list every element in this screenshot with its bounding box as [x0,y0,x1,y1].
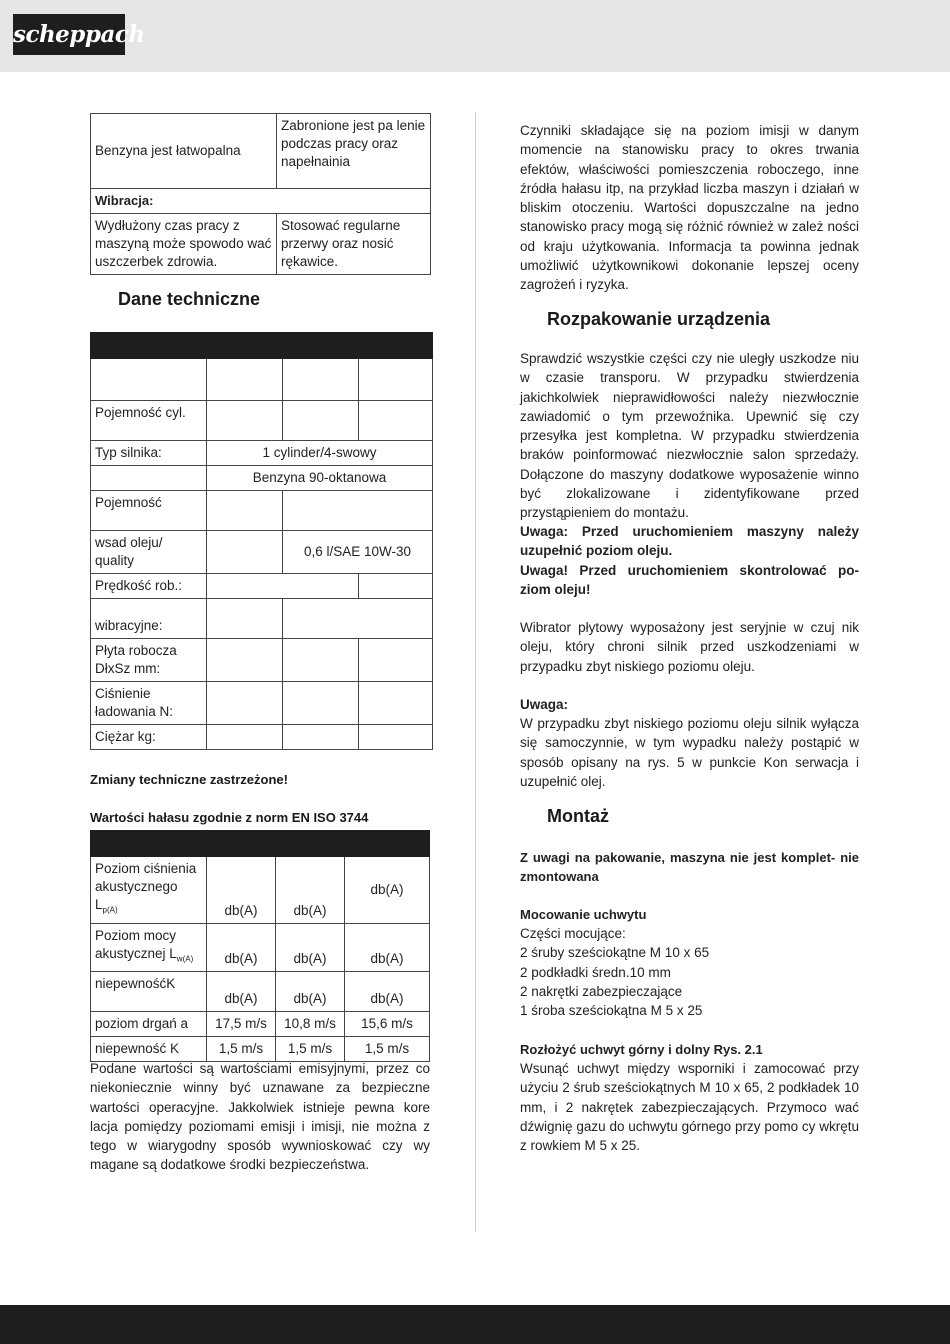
noise-label: Poziom ciśnienia akustycznego $L_{p(A)}$ [91,857,207,924]
assembly-heading: Montaż [547,806,609,826]
tech-label: wibracyjne: [91,599,207,639]
unfold-title: Rozłożyć uchwyt górny i dolny Rys. 2.1 [520,1042,763,1057]
noise-heading: Wartości hałasu zgodnie z norm EN ISO 3744 [90,810,369,825]
noise-value: db(A) [207,923,276,972]
noise-table [90,830,430,1062]
tech-value: 1 cylinder/4-swowy [207,441,433,466]
tech-cell [283,401,359,441]
tech-cell [91,359,207,401]
noise-value: 1,5 m/s [207,1037,276,1062]
noise-value: 17,5 m/s [207,1012,276,1037]
emission-paragraph: Podane wartości są wartościami emisyjnymi, przez co niekoniecznie winny być uznawane za bezpieczne wartości operacyjne. Jakkolwiek istnieje pewna kore lacja pomiędzy poziomami emisji i imisji, nie można z tego w wiarygodny sposób wywnioskować czy wy magane są dodatkowe środki bezpieczeństwa. [90,1061,430,1173]
unpacking-paragraph: Sprawdzić wszystkie części czy nie uległy uszkodze niu w czasie transporu. W przypadku stwierdzenia jakichkolwiek nieprawidłowości należy niezwłocznie zawiadomić o tym przewoźnika. Upewnić się czy przesyłka jest kompletna. W przypadku stwierdzenia braków poinformować niezwłocznie salon sprzedaży. Dołączone do maszyny dodatkowe wyposażenie winno być zlokalizowane i zidentyfikowane przed przystąpieniem do montażu. [520,351,859,521]
mount-part: 1 śroba sześciokątna M 5 x 25 [520,1003,703,1019]
tech-cell [207,359,283,401]
noise-value: db(A) [207,972,276,1012]
tech-cell [283,639,359,682]
header-bar [0,0,950,72]
safety-measure: Zabronione jest pa lenie podczas pracy oraz napełnainia [277,114,431,189]
unpacking-heading: Rozpakowanie urządzenia [547,309,771,329]
tech-cell [359,682,433,725]
noise-value: db(A) [345,857,430,924]
tech-cell [283,725,359,750]
noise-value: db(A) [345,923,430,972]
noise-label: niepewnośćK [91,972,207,1012]
noise-label: niepewność K [91,1037,207,1062]
tech-cell [207,725,283,750]
tech-cell [207,491,283,531]
noise-value: 1,5 m/s [276,1037,345,1062]
tech-cell [207,639,283,682]
tech-label: Pojemność [91,491,207,531]
tech-table-header [91,333,433,359]
tech-cell [91,466,207,491]
noise-value: db(A) [345,972,430,1012]
tech-label: Płyta robocza DłxSz mm: [91,639,207,682]
tech-cell [359,725,433,750]
noise-label: poziom drgań a [91,1012,207,1037]
tech-cell [207,682,283,725]
noise-label: Poziom mocy akustycznej $L_{w(A)}$ [91,923,207,972]
tech-label: Typ silnika: [91,441,207,466]
tech-label: Ciężar kg: [91,725,207,750]
tech-cell [283,491,433,531]
oil-warning-1: Uwaga: Przed uruchomieniem maszyny należy uzupełnić poziom oleju. [520,524,859,559]
noise-value: db(A) [207,857,276,924]
tech-cell [359,359,433,401]
mount-part: 2 podkładki średn.10 mm [520,964,671,980]
tech-cell [283,359,359,401]
technical-changes-notice: Zmiany techniczne zastrzeżone! [90,772,288,787]
mount-part: 2 śruby sześciokątne M 10 x 65 [520,945,710,961]
warning-title: Uwaga: [520,697,569,712]
oil-sensor-paragraph: Wibrator płytowy wyposażony jest seryjnie w czuj nik oleju, który chroni silnik przed uszkodzeniami w przypadku zbyt niskiego poziomu oleju. [520,620,859,674]
noise-value: db(A) [276,923,345,972]
mount-part: Części mocujące: [520,926,626,941]
safety-table [90,113,431,275]
unfold-paragraph: Wsunąć uchwyt między wsporniki i zamocować przy użyciu 2 śrub sześciokątnych M 10 x 65, 2 podkładek 10 mm, i 2 nakrętek zabezpieczających. Przymoco wać dźwignię gazu do uchwytu górnego przy pomo cy wkrętu z rowkiem M 5 x 25. [520,1061,859,1154]
noise-value: db(A) [276,857,345,924]
column-divider [475,112,476,1232]
tech-cell [359,574,433,599]
tech-heading: Dane techniczne [118,289,261,309]
tech-cell [207,574,359,599]
imission-paragraph: Czynniki składające się na poziom imisji w danym momencie na stanowisku pracy to okres trwania efektów, właściwości pomieszczenia roboczego, inne źródła hałasu itp, na przykład liczba maszyn i działań w bliskim otoczeniu. Wartości dopuszczalne na jedno stanowisko pracy mogą się różnić również w zależ ności od kraju użytkowania. Informacja ta powinna jednak umożliwić użytkownikowi dokonanie lepszej oceny zagrożeń i ryzyka. [520,123,859,293]
low-oil-paragraph: W przypadku zbyt niskiego poziomu oleju silnik wyłącza się samoczynnie, w tym wypadku należy postąpić w sposób opisany na rys. 5 w punkcie Kon serwacja i uzupełnić olej. [520,716,859,789]
tech-cell [207,599,283,639]
mount-title: Mocowanie uchwytu [520,907,647,922]
noise-value: 15,6 m/s [345,1012,430,1037]
safety-hazard: Benzyna jest łatwopalna [91,114,277,189]
noise-value: db(A) [276,972,345,1012]
tech-label: Ciśnienie ładowania N: [91,682,207,725]
tech-cell [283,599,433,639]
safety-hazard: Wydłużony czas pracy z maszyną może spowodo wać uszczerbek zdrowia. [91,214,277,275]
mount-parts-list [520,924,859,1020]
safety-section: Wibracja: [91,189,431,214]
mount-part: 2 nakrętki zabezpieczające [520,983,683,999]
noise-value: 1,5 m/s [345,1037,430,1062]
tech-cell [283,682,359,725]
footer-bar [0,1305,950,1344]
brand-logo: scheppach [13,14,125,55]
safety-measure: Stosować regularne przerwy oraz nosić rękawice. [277,214,431,275]
tech-cell [359,639,433,682]
assembly-note: Z uwagi na pakowanie, maszyna nie jest komplet- nie zmontowana [520,850,859,885]
tech-cell [359,401,433,441]
tech-label: Prędkość rob.: [91,574,207,599]
tech-value: 0,6 l/SAE 10W-30 [283,531,433,574]
tech-label: wsad oleju/ quality [91,531,207,574]
tech-table [90,332,433,750]
noise-value: 10,8 m/s [276,1012,345,1037]
tech-cell [207,531,283,574]
noise-table-header [91,831,430,857]
tech-label: Pojemność cyl. [91,401,207,441]
tech-cell [207,401,283,441]
tech-value: Benzyna 90-oktanowa [207,466,433,491]
oil-warning-2: Uwaga! Przed uruchomieniem skontrolować po- ziom oleju! [520,563,859,598]
